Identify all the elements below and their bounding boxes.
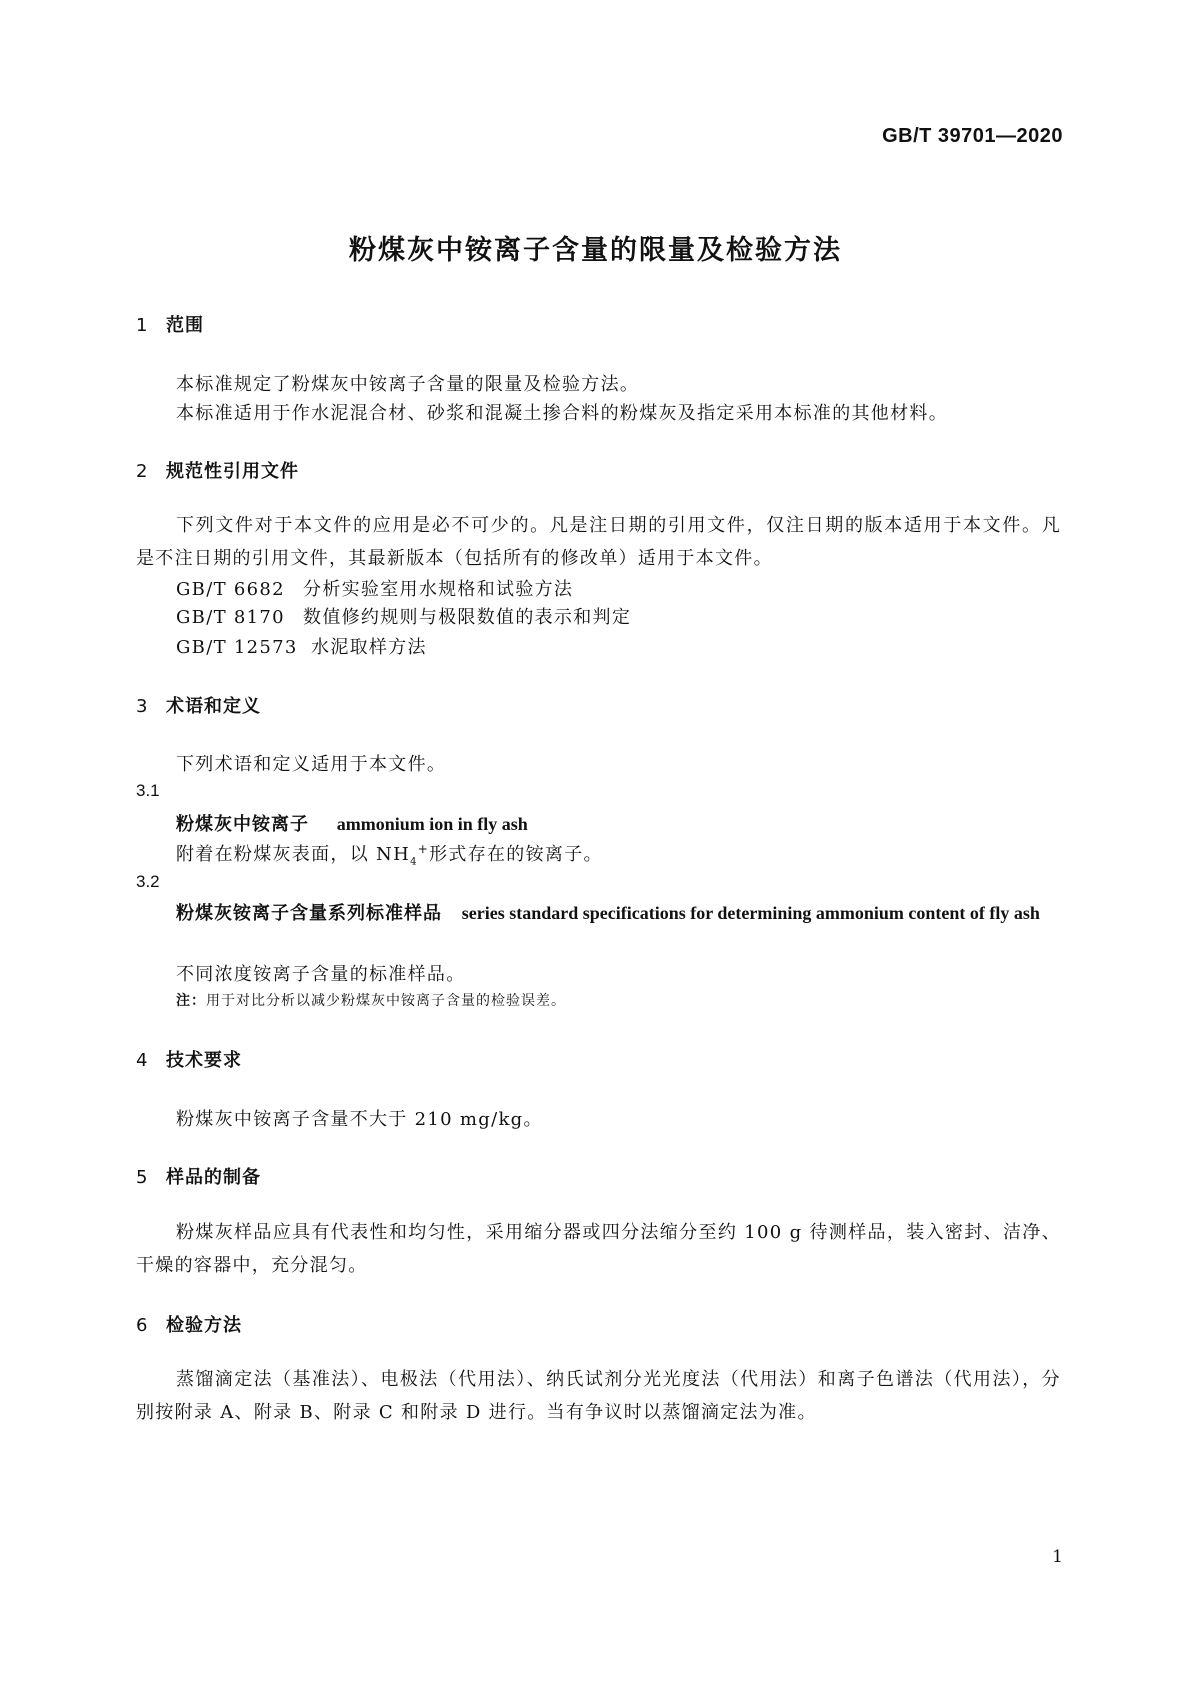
reference-title: 分析实验室用水规格和试验方法 [303, 579, 574, 600]
paragraph: 本标准适用于作水泥混合材、砂浆和混凝土掺合料的粉煤灰及指定采用本标准的其他材料。 [176, 403, 948, 424]
reference-code: GB/T 8170 [176, 607, 285, 628]
section-title: 样品的制备 [166, 1167, 261, 1188]
section-title: 术语和定义 [166, 696, 261, 717]
paragraph: 下列文件对于本文件的应用是必不可少的。凡是注日期的引用文件，仅注日期的版本适用于本文件。凡是不注日期的引用文件，其最新版本（包括所有的修改单）适用于本文件。 [136, 515, 1061, 569]
term-entry [136, 897, 1061, 930]
paragraph: 本标准规定了粉煤灰中铵离子含量的限量及检验方法。 [176, 374, 640, 395]
reference-title: 数值修约规则与极限数值的表示和判定 [303, 607, 632, 628]
standard-number: GB/T 39701—2020 [882, 125, 1063, 147]
section-title: 技术要求 [166, 1050, 242, 1071]
note [176, 990, 566, 1010]
note-label: 注： [176, 993, 206, 1009]
section-6-heading [136, 1311, 242, 1337]
clause-number: 3.2 [136, 872, 160, 891]
section-2-heading [136, 457, 299, 483]
document-title: 粉煤灰中铵离子含量的限量及检验方法 [349, 235, 842, 266]
reference-code: GB/T 6682 [176, 579, 285, 600]
term-english: ammonium ion in fly ash [336, 814, 528, 834]
normative-reference [176, 633, 427, 659]
section-number: 4 [136, 1050, 149, 1071]
term-definition [176, 840, 603, 868]
page-number: 1 [1052, 1547, 1063, 1567]
section-number: 6 [136, 1315, 149, 1336]
section-title: 范围 [166, 315, 204, 336]
term-entry [176, 810, 528, 836]
section-number: 5 [136, 1167, 149, 1188]
section-3-heading [136, 692, 261, 718]
note-text: 用于对比分析以减少粉煤灰中铵离子含量的检验误差。 [206, 993, 566, 1009]
normative-reference [176, 575, 573, 601]
section-4-heading [136, 1046, 242, 1072]
term-chinese: 粉煤灰中铵离子 [176, 814, 309, 835]
term-chinese: 粉煤灰铵离子含量系列标准样品 [176, 903, 442, 924]
section-number: 2 [136, 461, 149, 482]
definition-text: 形式存在的铵离子。 [429, 844, 603, 865]
clause-number: 3.1 [136, 781, 160, 800]
term-english: series standard specifications for determining ammonium content of fly ash [461, 903, 1040, 923]
reference-title: 水泥取样方法 [311, 637, 427, 658]
section-number: 3 [136, 696, 149, 717]
normative-reference [176, 603, 631, 629]
paragraph: 下列术语和定义适用于本文件。 [176, 754, 447, 775]
subscript: 4 [410, 856, 418, 868]
section-5-heading [136, 1163, 261, 1189]
definition-text: 附着在粉煤灰表面，以 NH [176, 844, 411, 865]
paragraph: 粉煤灰样品应具有代表性和均匀性，采用缩分器或四分法缩分至约 100 g 待测样品，装入密封、洁净、干燥的容器中，充分混匀。 [136, 1222, 1061, 1276]
paragraph: 粉煤灰中铵离子含量不大于 210 mg/kg。 [176, 1109, 543, 1130]
paragraph: 蒸馏滴定法（基准法）、电极法（代用法）、纳氏试剂分光光度法（代用法）和离子色谱法（代用法），分别按附录 A、附录 B、附录 C 和附录 D 进行。当有争议时以蒸馏滴定法为准。 [136, 1369, 1061, 1423]
superscript: + [417, 842, 430, 856]
section-title: 检验方法 [166, 1315, 242, 1336]
section-title: 规范性引用文件 [166, 461, 299, 482]
section-number: 1 [136, 315, 149, 336]
term-definition: 不同浓度铵离子含量的标准样品。 [176, 964, 466, 985]
reference-code: GB/T 12573 [176, 637, 298, 658]
section-1-heading [136, 311, 204, 337]
